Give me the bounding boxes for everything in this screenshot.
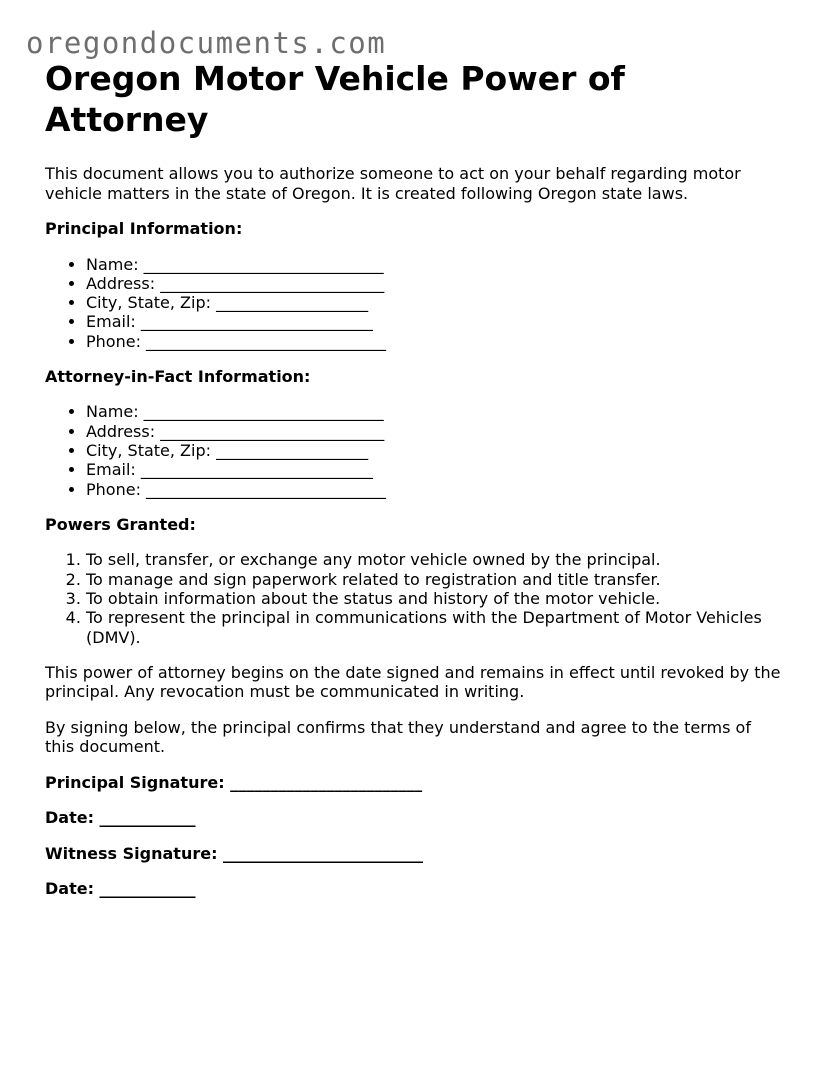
powers-list bbox=[45, 550, 785, 646]
attorney-fields-list bbox=[45, 402, 785, 498]
powers-heading: Powers Granted: bbox=[45, 514, 196, 534]
document-page bbox=[45, 58, 785, 899]
witness-signature-line: Witness Signature: _________________________ bbox=[45, 843, 424, 863]
principal-heading: Principal Information: bbox=[45, 219, 243, 238]
principal-address-field: • Address: ____________________________ bbox=[86, 274, 785, 293]
principal-name-field: • Name: ______________________________ bbox=[86, 255, 785, 274]
site-watermark: oregondocuments.com bbox=[26, 26, 387, 60]
power-item: 4. To represent the principal in communications with the Department of Motor Vehicles (DMV). bbox=[86, 608, 785, 647]
attorney-phone-field: • Phone: ______________________________ bbox=[86, 480, 785, 499]
attorney-email-field: • Email: _____________________________ bbox=[86, 460, 785, 479]
attorney-heading: Attorney-in-Fact Information: bbox=[45, 366, 311, 386]
principal-date-line: Date: ____________ bbox=[45, 808, 196, 828]
power-item: 1. To sell, transfer, or exchange any motor vehicle owned by the principal. bbox=[86, 550, 785, 569]
principal-city-state-zip-field: • City, State, Zip: ___________________ bbox=[86, 293, 785, 312]
attorney-address-field: • Address: ____________________________ bbox=[86, 422, 785, 441]
principal-fields-list bbox=[45, 255, 785, 351]
power-item: 3. To obtain information about the status and history of the motor vehicle. bbox=[86, 589, 785, 608]
power-item: 2. To manage and sign paperwork related to registration and title transfer. bbox=[86, 570, 785, 589]
document-title: Oregon Motor Vehicle Power of Attorney bbox=[45, 59, 625, 139]
attorney-name-field: • Name: ______________________________ bbox=[86, 402, 785, 421]
principal-phone-field: • Phone: ______________________________ bbox=[86, 332, 785, 351]
duration-paragraph: This power of attorney begins on the date signed and remains in effect until revoked by the principal. Any revocation must be communicated in writing. bbox=[45, 662, 781, 702]
intro-paragraph: This document allows you to authorize someone to act on your behalf regarding motor vehicle matters in the state of Oregon. It is created following Oregon state laws. bbox=[45, 164, 741, 203]
attorney-city-state-zip-field: • City, State, Zip: ___________________ bbox=[86, 441, 785, 460]
witness-date-line: Date: ____________ bbox=[45, 879, 196, 899]
principal-email-field: • Email: _____________________________ bbox=[86, 312, 785, 331]
principal-signature-line: Principal Signature: ________________________ bbox=[45, 772, 423, 792]
agreement-paragraph: By signing below, the principal confirms that they understand and agree to the terms of this document. bbox=[45, 717, 751, 757]
